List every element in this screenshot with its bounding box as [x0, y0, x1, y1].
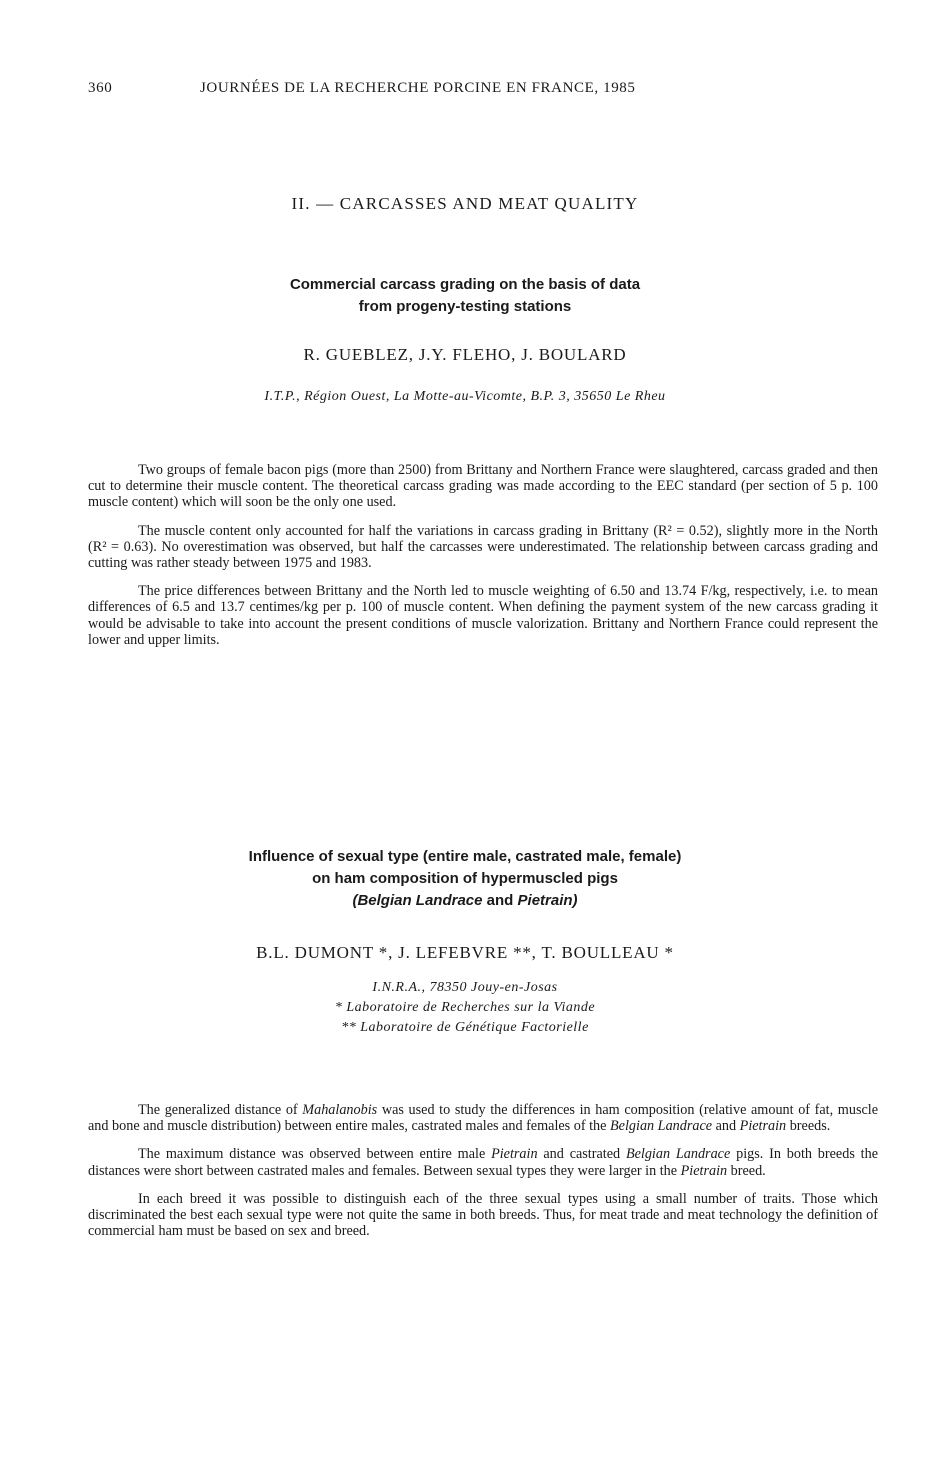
article2-title-line1: Influence of sexual type (entire male, castrated male, female) [248, 848, 682, 865]
text-run: pigs. In both breeds the distances were short between castrated males and females. Between sexual types they were larger in the [88, 1146, 878, 1179]
article2-title [0, 846, 930, 912]
italic-term: Pietrain [739, 1118, 787, 1135]
italic-term: Belgian Landrace [610, 1118, 713, 1135]
article2-title-breed-1: (Belgian Landrace [352, 892, 483, 909]
article2-affiliations [0, 978, 930, 1038]
article1-title-line1: Commercial carcass grading on the basis of data [289, 276, 641, 293]
article2-abstract [88, 1102, 878, 1251]
article1-title-line2: from progeny-testing stations [358, 298, 572, 315]
italic-term: Belgian Landrace [625, 1146, 731, 1163]
article2-affiliation-1: I.N.R.A., 78350 Jouy-en-Josas [372, 980, 558, 995]
text-run: was used to study the differences in ham composition (relative amount of fat, muscle and bone and muscle distribution) between entire males, castrated males and females of the [88, 1102, 878, 1135]
article1-abstract [88, 462, 878, 660]
article2-authors: B.L. DUMONT *, J. LEFEBVRE **, T. BOULLEAU * [256, 943, 674, 962]
article2-title-conj: and [482, 892, 518, 909]
article1-affiliation: I.T.P., Région Ouest, La Motte-au-Vicomte, B.P. 3, 35650 Le Rheu [264, 389, 666, 404]
article2-paragraph-3: In each breed it was possible to distinguish each of the three sexual types using a small number of traits. Those which discriminated the best each sexual type were not quite the same in both breeds. Thus, for meat trade and meat technology the definition of commercial ham must be based on sex and breed. [88, 1190, 878, 1240]
article1-paragraph-1: Two groups of female bacon pigs (more than 2500) from Brittany and Northern France were slaughtered, carcass graded and then cut to determine their muscle content. The theoretical carcass grading was made according to the EEC standard (per section of 5 p. 100 muscle content) which will soon be the only one used. [88, 462, 878, 511]
article2-title-line3 [0, 890, 930, 912]
text-run: The generalized distance of [138, 1102, 303, 1118]
text-run: and [712, 1118, 740, 1135]
article1-title [0, 274, 930, 318]
article2-paragraph-1 [88, 1102, 878, 1134]
article2-title-line2: on ham composition of hypermuscled pigs [312, 870, 618, 887]
article2-affiliation-3: ** Laboratoire de Génétique Factorielle [341, 1020, 589, 1035]
article1-authors: R. GUEBLEZ, J.Y. FLEHO, J. BOULARD [303, 345, 627, 364]
article1-paragraph-3: The price differences between Brittany and the North led to muscle weighting of 6.50 and 13.74 F/kg, respectively, i.e. to mean differences of 6.5 and 13.7 centimes/kg per p. 100 of muscle content. When defining the payment system of the new carcass grading it would be advisable to take into account the present conditions of muscle valorization. Brittany and Northern France could represent the lower and upper limits. [88, 583, 878, 648]
article2-title-breed-2: Pietrain) [517, 892, 578, 909]
text-run: breed. [727, 1162, 766, 1179]
article1-paragraph-2: The muscle content only accounted for half the variations in carcass grading in Brittany (R² = 0.52), slightly more in the North (R² = 0.63). No overestimation was observed, but half the carcasses were underestimated. The relationship between carcass grading and cutting was rather steady between 1975 and 1983. [88, 522, 878, 572]
journal-title: JOURNÉES DE LA RECHERCHE PORCINE EN FRANCE, 1985 [200, 80, 636, 96]
article2-affiliation-2: * Laboratoire de Recherches sur la Viande [334, 1000, 596, 1015]
text-run: and castrated [537, 1146, 626, 1163]
section-heading: II. — CARCASSES AND MEAT QUALITY [291, 194, 639, 213]
italic-term: Pietrain [491, 1146, 538, 1163]
page-number: 360 [88, 80, 113, 96]
italic-term: Pietrain [680, 1162, 728, 1179]
italic-term: Mahalanobis [302, 1102, 378, 1118]
text-run: breeds. [786, 1118, 831, 1135]
text-run: The maximum distance was observed between entire male [138, 1146, 492, 1163]
article2-paragraph-2 [88, 1146, 878, 1178]
